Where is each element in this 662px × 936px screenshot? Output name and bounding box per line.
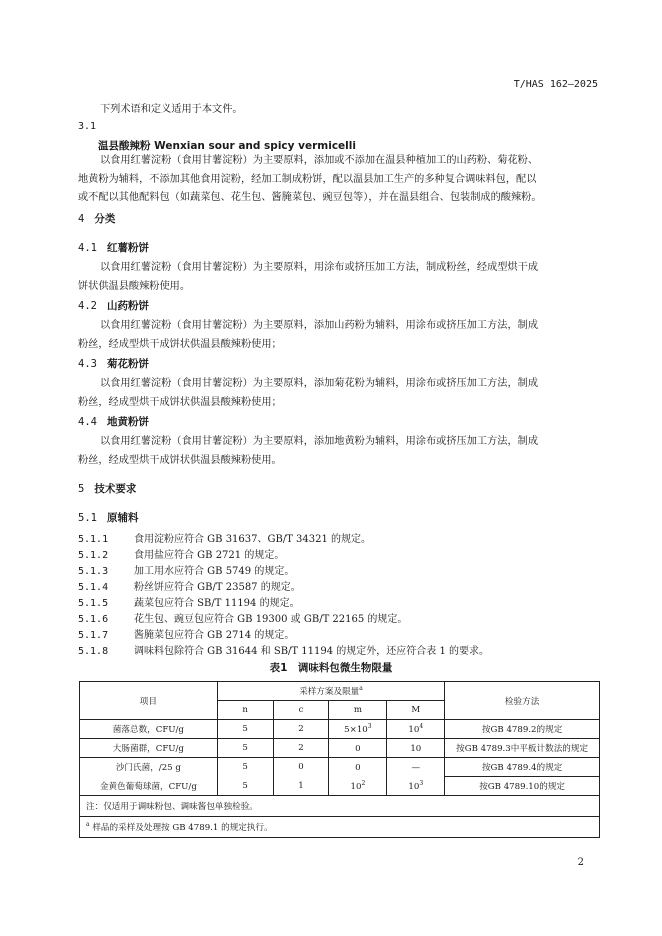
- subheader-M: M: [387, 701, 445, 720]
- cell-n: 5: [217, 739, 273, 758]
- cell-item: 大肠菌群，CFU/g: [80, 739, 218, 758]
- list-item: 5.1.5 蔬菜包应符合 SB/T 11194 的规定。: [78, 598, 300, 609]
- section-4-2-text: 以食用红薯淀粉（食用甘薯淀粉）为主要原料，添加山药粉为辅料，用涂布或挤压加工方法，制成 粉丝，经成型烘干成饼状供温县酸辣粉使用；: [78, 320, 539, 350]
- table-row: [80, 739, 600, 758]
- header-sampling-plan: 采样方案及限量$^a$: [217, 682, 445, 701]
- cell-method: 按GB 4789.2的规定: [445, 720, 600, 739]
- table-note-row: [80, 796, 600, 817]
- section-4-3-heading: 4.3 菊花粉饼: [78, 358, 149, 370]
- table-footnote: $^a$ 样品的采样及处理按 GB 4789.1 的规定执行。: [80, 817, 600, 838]
- cell-item: 金黄色葡萄球菌，CFU/g: [80, 777, 218, 796]
- cell-M: 10: [387, 739, 445, 758]
- section-4-1-heading: 4.1 红薯粉饼: [78, 242, 149, 254]
- table-row: [80, 777, 600, 796]
- term-title: 温县酸辣粉 Wenxian sour and spicy vermicelli: [98, 140, 356, 152]
- list-item: 5.1.4 粉丝饼应符合 GB/T 23587 的规定。: [78, 582, 301, 593]
- subheader-m: m: [329, 701, 387, 720]
- list-item: 5.1.7 酱腌菜包应符合 GB 2714 的规定。: [78, 630, 295, 641]
- cell-m: 0: [329, 758, 387, 777]
- term-number: 3.1: [78, 121, 97, 132]
- cell-n: 5: [217, 758, 273, 777]
- microbial-limits-table: [79, 681, 600, 838]
- section-4-heading: 4 分类: [78, 213, 116, 225]
- header-method: 检验方法: [445, 682, 600, 720]
- section-4-1-text: 以食用红薯淀粉（食用甘薯淀粉）为主要原料，用涂布或挤压加工方法，制成粉丝，经成型烘干成 饼状供温县酸辣粉使用。: [78, 262, 539, 292]
- cell-M: $10^3$: [387, 777, 445, 796]
- cell-m: $5\times 10^3$: [329, 720, 387, 739]
- cell-M: —: [387, 758, 445, 777]
- cell-c: 1: [273, 777, 329, 796]
- list-item: 5.1.2 食用盐应符合 GB 2721 的规定。: [78, 550, 285, 561]
- cell-n: 5: [217, 720, 273, 739]
- list-item: 5.1.3 加工用水应符合 GB 5749 的规定。: [78, 566, 295, 577]
- document-code: T/HAS 162—2025: [513, 79, 598, 90]
- cell-m: 0: [329, 739, 387, 758]
- table-note: 注：仅适用于调味粉包、调味酱包单独检验。: [80, 796, 600, 817]
- table-row: [80, 720, 600, 739]
- term-definition: 以食用红薯淀粉（食用甘薯淀粉）为主要原料，添加或不添加在温县种植加工的山药粉、菊花粉、 地黄粉为辅料，不添加其他食用淀粉，经加工制成粉饼，配以温县加工生产的多种复合调味料包，配以 或不配以其他配料包（如蔬菜包、花生包、酱腌菜包、豌豆包等），并在温县组合、包装制成的酸辣粉。: [78, 155, 542, 203]
- cell-c: 0: [273, 758, 329, 777]
- section-5-heading: 5 技术要求: [78, 483, 137, 495]
- table-caption: 表1 调味料包微生物限量: [269, 662, 393, 674]
- page-number: 2: [577, 857, 584, 868]
- section-4-4-heading: 4.4 地黄粉饼: [78, 416, 149, 428]
- subheader-n: n: [217, 701, 273, 720]
- section-4-2-heading: 4.2 山药粉饼: [78, 300, 149, 312]
- table-footnote-row: [80, 817, 600, 838]
- section-4-4-text: 以食用红薯淀粉（食用甘薯淀粉）为主要原料，添加地黄粉为辅料，用涂布或挤压加工方法，制成 粉丝，经成型烘干成饼状供温县酸辣粉使用。: [78, 436, 539, 466]
- intro-text: 下列术语和定义适用于本文件。: [100, 104, 243, 115]
- list-item: 5.1.6 花生包、豌豆包应符合 GB 19300 或 GB/T 22165 的规定。: [78, 614, 408, 625]
- cell-item: 沙门氏菌，/25 g: [80, 758, 218, 777]
- header-item: 项目: [80, 682, 218, 720]
- table-row: [80, 758, 600, 777]
- cell-c: 2: [273, 720, 329, 739]
- cell-c: 2: [273, 739, 329, 758]
- list-item: 5.1.8 调味料包除符合 GB 31644 和 SB/T 11194 的规定外，还应符合表 1 的要求。: [78, 646, 489, 657]
- cell-method: 按GB 4789.4的规定: [445, 758, 600, 777]
- cell-m: $10^2$: [329, 777, 387, 796]
- section-5-1-heading: 5.1 原辅料: [78, 512, 139, 524]
- table-header-row: [80, 682, 600, 701]
- section-4-3-text: 以食用红薯淀粉（食用甘薯淀粉）为主要原料，添加菊花粉为辅料，用涂布或挤压加工方法，制成 粉丝，经成型烘干成饼状供温县酸辣粉使用；: [78, 378, 539, 408]
- cell-method: 按GB 4789.10的规定: [445, 777, 600, 796]
- list-item: 5.1.1 食用淀粉应符合 GB 31637、GB/T 34321 的规定。: [78, 534, 372, 545]
- cell-M: $10^4$: [387, 720, 445, 739]
- cell-n: 5: [217, 777, 273, 796]
- subheader-c: c: [273, 701, 329, 720]
- cell-method: 按GB 4789.3中平板计数法的规定: [445, 739, 600, 758]
- cell-item: 菌落总数，CFU/g: [80, 720, 218, 739]
